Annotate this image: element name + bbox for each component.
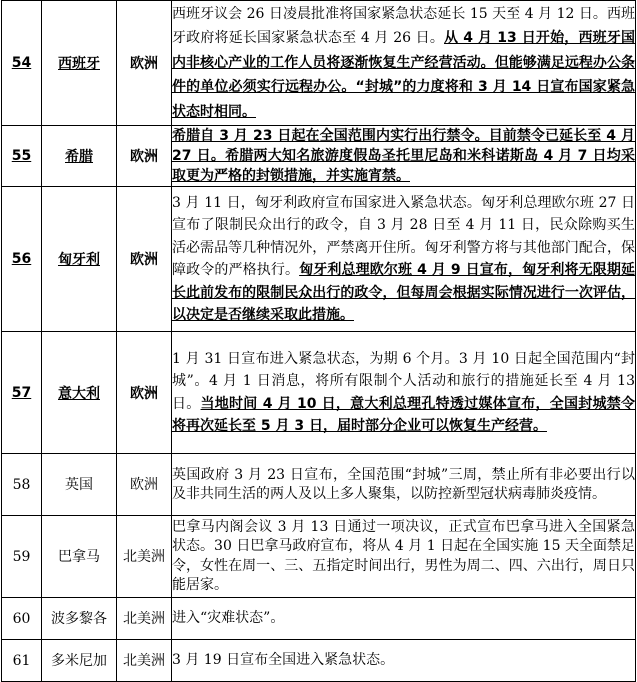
country-name: 波多黎各 — [42, 598, 117, 640]
region-name: 欧洲 — [117, 187, 172, 332]
measures-table — [1, 0, 636, 682]
region-name: 欧洲 — [117, 1, 172, 126]
description-text: 进入“灾难状态”。 — [172, 610, 285, 626]
description-text: 3 月 19 日宣布全国进入紧急状态。 — [172, 652, 395, 668]
table-row — [2, 598, 636, 640]
row-number: 60 — [2, 598, 42, 640]
description-cell — [172, 126, 636, 187]
description-text: 英国政府 3 月 23 日宣布，全国范围“封城”三周，禁止所有非必要出行以及非共同生活的两人及以上多人聚集，以防控新型冠状病毒肺炎疫情。 — [172, 466, 635, 502]
table-row — [2, 454, 636, 516]
description-cell — [172, 187, 636, 332]
country-name: 英国 — [42, 454, 117, 516]
description-text: 巴拿马内阁会议 3 月 13 日通过一项决议，正式宣布巴拿马进入全国紧急状态。30 日巴拿马政府宣布，将从 4 月 1 日起在全国实施 15 天全面禁足令，女性在周一、三、五指定时间出行，男性为周二、四、六出行，周日只能居家。 — [172, 518, 635, 593]
description-cell — [172, 454, 636, 516]
country-name: 意大利 — [42, 332, 117, 454]
country-name: 匈牙利 — [42, 187, 117, 332]
table-row — [2, 126, 636, 187]
description-cell — [172, 1, 636, 126]
country-name: 西班牙 — [42, 1, 117, 126]
table-row — [2, 332, 636, 454]
region-name: 欧洲 — [117, 332, 172, 454]
region-name: 北美洲 — [117, 640, 172, 682]
region-name: 北美洲 — [117, 516, 172, 598]
description-cell — [172, 332, 636, 454]
description-text: 3 月 11 日，匈牙利政府宣布国家进入紧急状态。匈牙利总理欧尔班 27 日宣布了限制民众出行的政令，自 3 月 28 日至 4 月 11 日，民众除购买生活必需品等几种情况外，严禁离开住所。匈牙利警方将与其他部门配合，保障政令的严格执行。 — [172, 194, 635, 278]
region-name: 欧洲 — [117, 454, 172, 516]
description-cell — [172, 598, 636, 640]
country-name: 多米尼加 — [42, 640, 117, 682]
description-highlight: 匈牙利总理欧尔班 4 月 9 日宣布，匈牙利将无限期延长此前发布的限制民众出行的政令，但每周会根据实际情况进行一次评估，以决定是否继续采取此措施。 — [172, 262, 636, 323]
description-text: 西班牙议会 26 日凌晨批准将国家紧急状态延长 15 天至 4 月 12 日。西班牙政府将延长国家紧急状态至 4 月 26 日。 — [172, 5, 635, 47]
row-number: 56 — [2, 187, 42, 332]
row-number: 54 — [2, 1, 42, 126]
description-highlight: 当地时间 4 月 10 日，意大利总理孔特透过媒体宣布，全国封城禁令将再次延长至 5 月 3 日，届时部分企业可以恢复生产经营。 — [172, 395, 636, 434]
row-number: 55 — [2, 126, 42, 187]
description-text: 1 月 31 日宣布进入紧急状态，为期 6 个月。3 月 10 日起全国范围内“封城”。4 月 1 日消息，将所有限制个人活动和旅行的措施延长至 4 月 13 日。 — [172, 350, 635, 412]
description-cell — [172, 516, 636, 598]
row-number: 61 — [2, 640, 42, 682]
table-row — [2, 516, 636, 598]
row-number: 57 — [2, 332, 42, 454]
row-number: 59 — [2, 516, 42, 598]
table-row — [2, 1, 636, 126]
row-number: 58 — [2, 454, 42, 516]
description-cell — [172, 640, 636, 682]
region-name: 欧洲 — [117, 126, 172, 187]
country-name: 巴拿马 — [42, 516, 117, 598]
table-row — [2, 187, 636, 332]
country-name: 希腊 — [42, 126, 117, 187]
table-row — [2, 640, 636, 682]
description-highlight: 希腊自 3 月 23 日起在全国范围内实行出行禁令。目前禁令已延长至 4 月 27 日。希腊两大知名旅游度假岛圣托里尼岛和米科诺斯岛 4 月 7 日均采取更为严格的封锁措施，并实施宵禁。 — [172, 128, 635, 184]
description-highlight: 从 4 月 13 日开始，西班牙国内非核心产业的工作人员将逐渐恢复生产经营活动。但能够满足远程办公条件的单位必须实行远程办公。“封城”的力度将和 3 月 14 日宣布国家紧急状态时相同。 — [172, 30, 635, 120]
region-name: 北美洲 — [117, 598, 172, 640]
